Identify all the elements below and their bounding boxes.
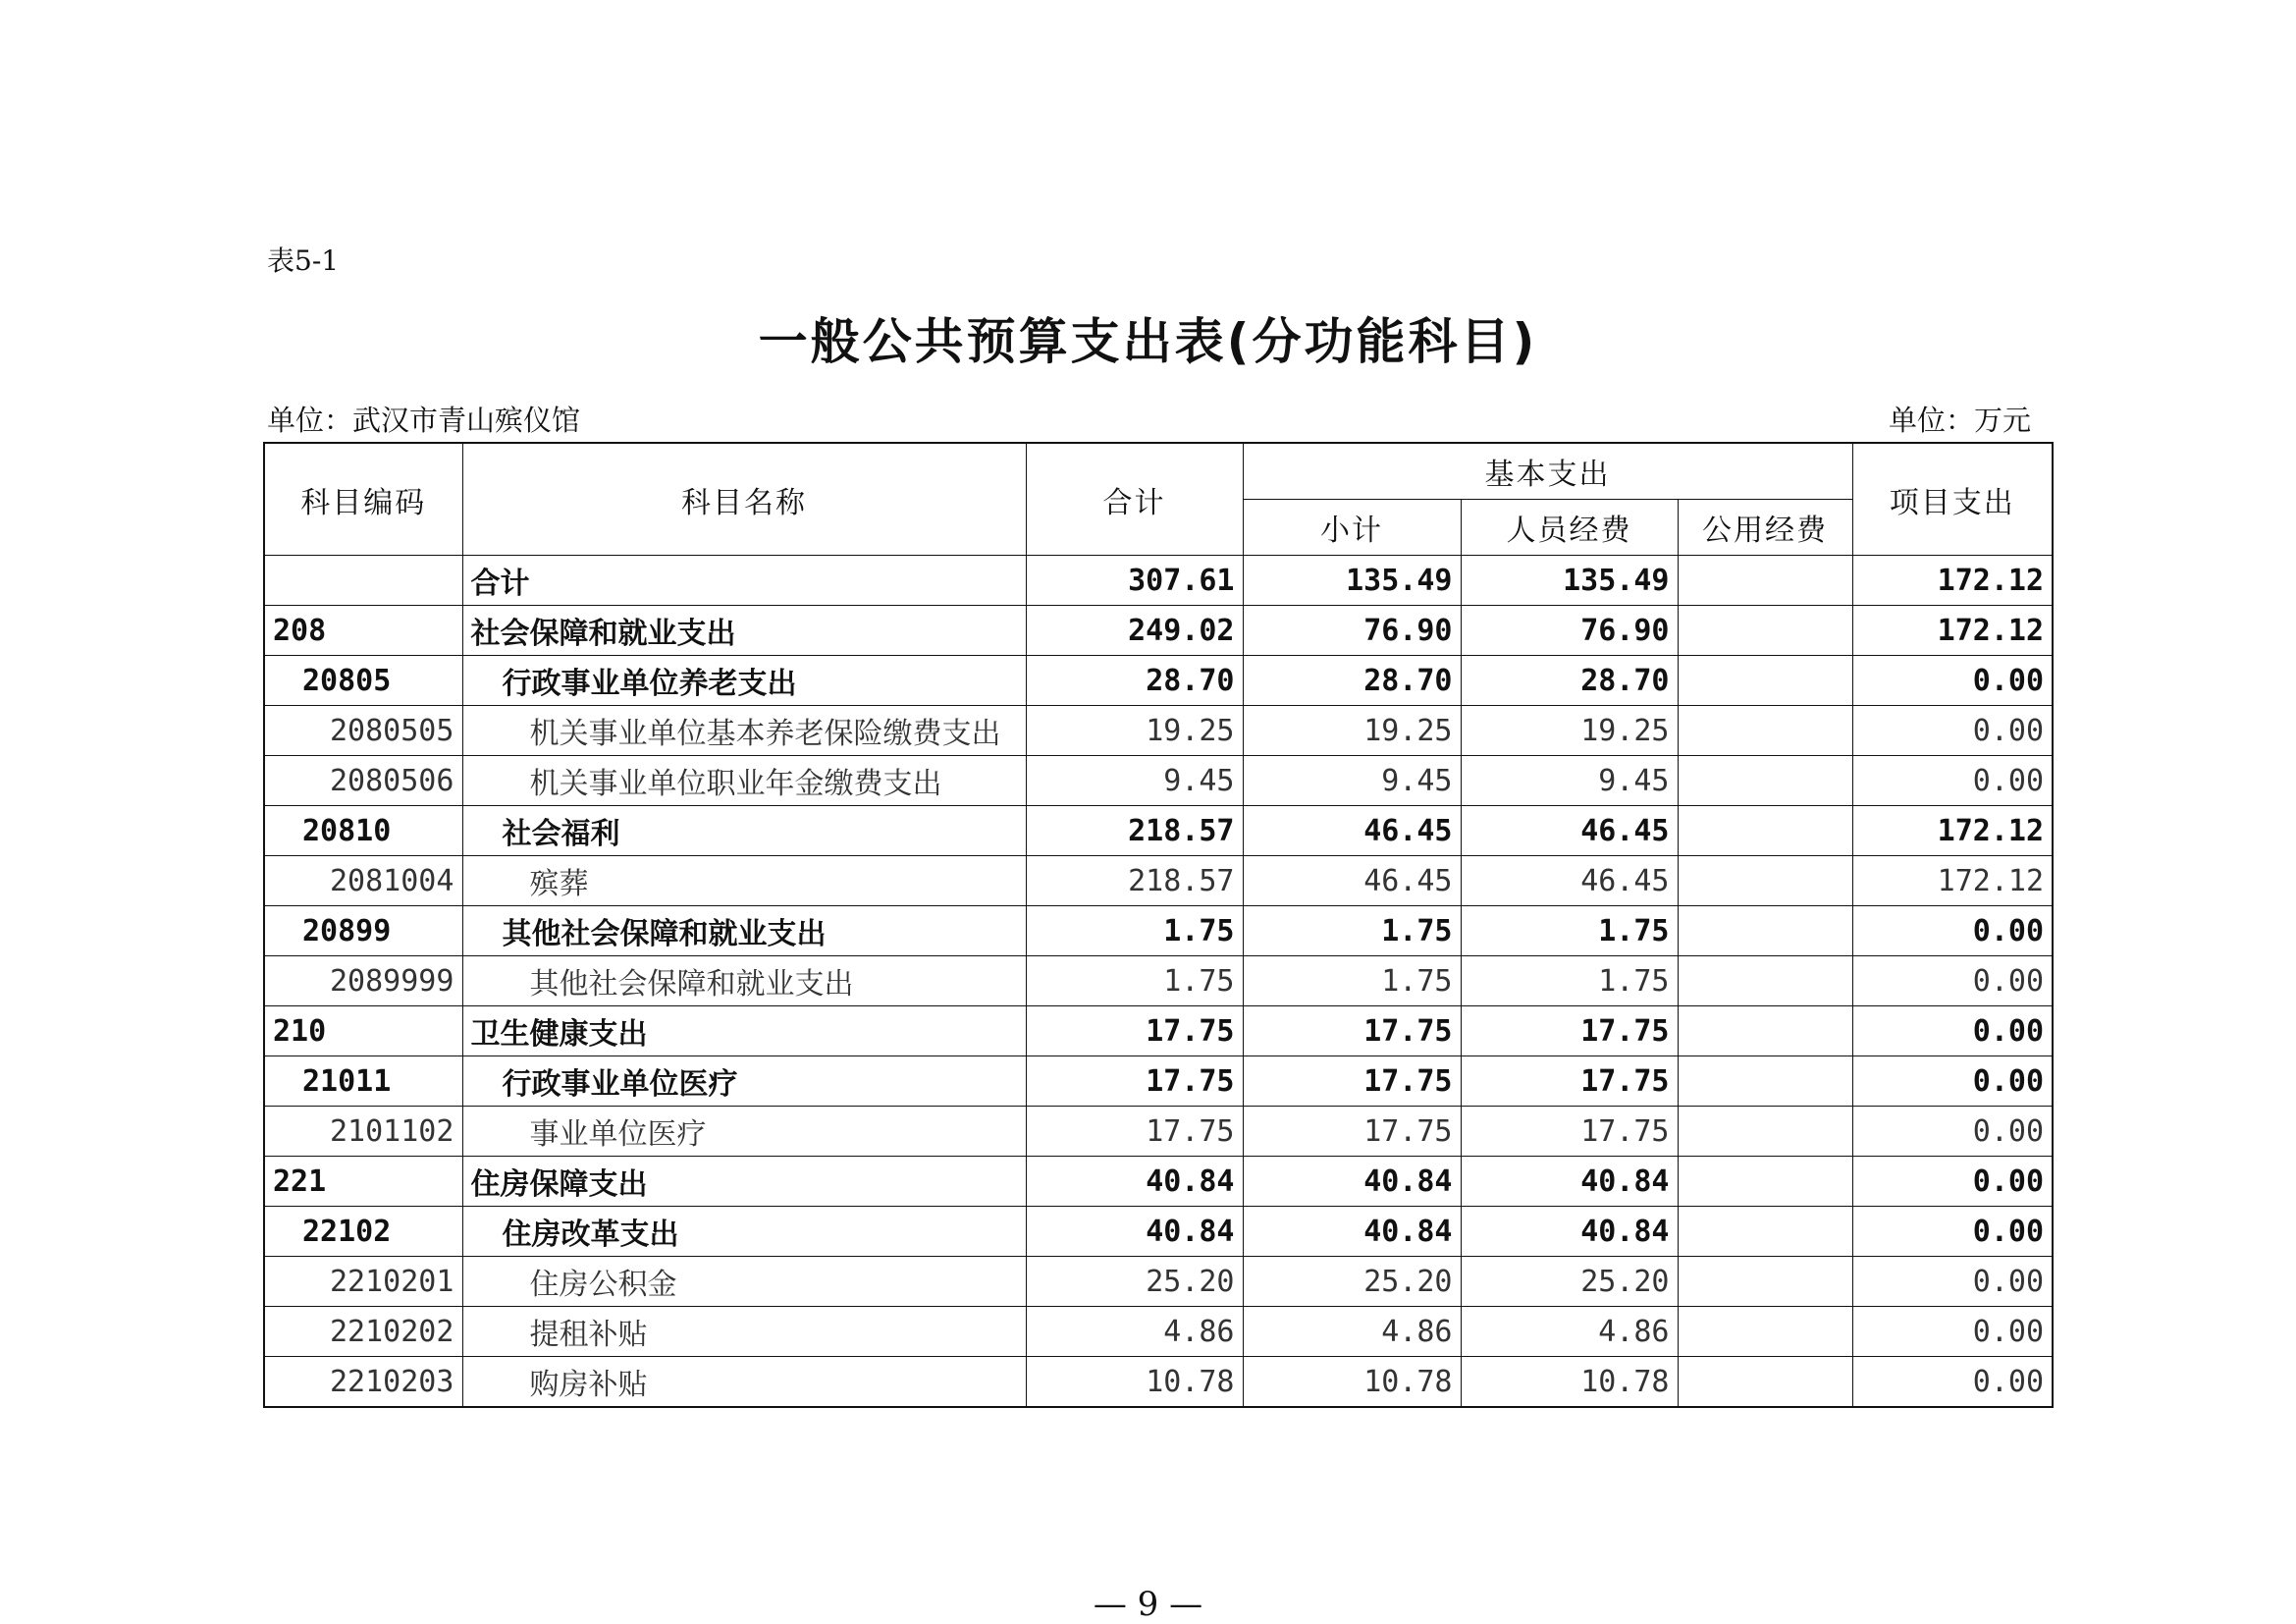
table-row — [264, 1257, 2053, 1307]
cell-project: 0.00 — [1852, 906, 2053, 956]
table-row — [264, 1056, 2053, 1107]
cell-code: 2210202 — [264, 1307, 462, 1357]
cell-total: 1.75 — [1026, 906, 1243, 956]
table-row — [264, 956, 2053, 1006]
cell-public — [1678, 1157, 1852, 1207]
cell-public — [1678, 906, 1852, 956]
table-header — [264, 443, 2053, 556]
cell-subtotal: 76.90 — [1243, 606, 1461, 656]
cell-subtotal: 1.75 — [1243, 906, 1461, 956]
cell-personnel: 19.25 — [1461, 706, 1678, 756]
cell-subtotal: 17.75 — [1243, 1107, 1461, 1157]
cell-personnel: 1.75 — [1461, 906, 1678, 956]
cell-total: 40.84 — [1026, 1157, 1243, 1207]
table-row — [264, 1207, 2053, 1257]
table-body — [264, 556, 2053, 1408]
cell-total: 1.75 — [1026, 956, 1243, 1006]
table-row — [264, 1357, 2053, 1408]
cell-subtotal: 46.45 — [1243, 856, 1461, 906]
cell-personnel: 9.45 — [1461, 756, 1678, 806]
table-number: 表5-1 — [267, 244, 340, 277]
cell-name: 其他社会保障和就业支出 — [462, 956, 1026, 1006]
header-basic: 基本支出 — [1243, 443, 1852, 500]
cell-subtotal: 40.84 — [1243, 1207, 1461, 1257]
cell-total: 19.25 — [1026, 706, 1243, 756]
cell-personnel: 46.45 — [1461, 806, 1678, 856]
header-total: 合计 — [1026, 443, 1243, 556]
cell-code — [264, 556, 462, 606]
cell-personnel: 17.75 — [1461, 1056, 1678, 1107]
table-row — [264, 806, 2053, 856]
cell-project: 172.12 — [1852, 556, 2053, 606]
cell-public — [1678, 1107, 1852, 1157]
cell-public — [1678, 556, 1852, 606]
header-code: 科目编码 — [264, 443, 462, 556]
cell-public — [1678, 806, 1852, 856]
cell-subtotal: 46.45 — [1243, 806, 1461, 856]
unit-organization: 单位：武汉市青山殡仪馆 — [267, 404, 581, 437]
cell-code: 21011 — [264, 1056, 462, 1107]
cell-name: 事业单位医疗 — [462, 1107, 1026, 1157]
cell-code: 210 — [264, 1006, 462, 1056]
cell-name: 合计 — [462, 556, 1026, 606]
cell-name: 提租补贴 — [462, 1307, 1026, 1357]
cell-project: 0.00 — [1852, 1107, 2053, 1157]
cell-public — [1678, 656, 1852, 706]
header-name: 科目名称 — [462, 443, 1026, 556]
cell-total: 17.75 — [1026, 1056, 1243, 1107]
table-row — [264, 1307, 2053, 1357]
cell-public — [1678, 756, 1852, 806]
cell-subtotal: 17.75 — [1243, 1006, 1461, 1056]
cell-name: 卫生健康支出 — [462, 1006, 1026, 1056]
cell-name: 机关事业单位基本养老保险缴费支出 — [462, 706, 1026, 756]
cell-code: 221 — [264, 1157, 462, 1207]
cell-name: 机关事业单位职业年金缴费支出 — [462, 756, 1026, 806]
cell-personnel: 4.86 — [1461, 1307, 1678, 1357]
cell-code: 20899 — [264, 906, 462, 956]
cell-name: 行政事业单位医疗 — [462, 1056, 1026, 1107]
cell-personnel: 40.84 — [1461, 1157, 1678, 1207]
cell-public — [1678, 1207, 1852, 1257]
unit-currency: 单位：万元 — [1888, 404, 2031, 437]
cell-public — [1678, 1006, 1852, 1056]
header-public: 公用经费 — [1678, 500, 1852, 556]
cell-project: 0.00 — [1852, 706, 2053, 756]
cell-total: 10.78 — [1026, 1357, 1243, 1408]
cell-total: 218.57 — [1026, 856, 1243, 906]
page-title: 一般公共预算支出表(分功能科目) — [758, 313, 1538, 370]
cell-subtotal: 1.75 — [1243, 956, 1461, 1006]
cell-project: 0.00 — [1852, 1006, 2053, 1056]
budget-table — [263, 442, 2054, 1408]
cell-project: 0.00 — [1852, 1056, 2053, 1107]
cell-name: 其他社会保障和就业支出 — [462, 906, 1026, 956]
cell-public — [1678, 956, 1852, 1006]
cell-project: 172.12 — [1852, 806, 2053, 856]
table-row — [264, 656, 2053, 706]
cell-subtotal: 4.86 — [1243, 1307, 1461, 1357]
cell-personnel: 76.90 — [1461, 606, 1678, 656]
cell-personnel: 1.75 — [1461, 956, 1678, 1006]
cell-project: 0.00 — [1852, 1357, 2053, 1408]
cell-project: 0.00 — [1852, 656, 2053, 706]
cell-total: 28.70 — [1026, 656, 1243, 706]
cell-project: 0.00 — [1852, 1207, 2053, 1257]
cell-name: 社会福利 — [462, 806, 1026, 856]
cell-total: 25.20 — [1026, 1257, 1243, 1307]
cell-code: 2081004 — [264, 856, 462, 906]
cell-personnel: 28.70 — [1461, 656, 1678, 706]
cell-code: 208 — [264, 606, 462, 656]
cell-personnel: 46.45 — [1461, 856, 1678, 906]
cell-public — [1678, 1357, 1852, 1408]
cell-name: 行政事业单位养老支出 — [462, 656, 1026, 706]
cell-subtotal: 28.70 — [1243, 656, 1461, 706]
cell-project: 0.00 — [1852, 1157, 2053, 1207]
cell-name: 购房补贴 — [462, 1357, 1026, 1408]
cell-subtotal: 135.49 — [1243, 556, 1461, 606]
cell-personnel: 25.20 — [1461, 1257, 1678, 1307]
cell-public — [1678, 1056, 1852, 1107]
cell-personnel: 17.75 — [1461, 1107, 1678, 1157]
cell-personnel: 135.49 — [1461, 556, 1678, 606]
cell-public — [1678, 1257, 1852, 1307]
cell-project: 0.00 — [1852, 756, 2053, 806]
cell-total: 17.75 — [1026, 1107, 1243, 1157]
table-row — [264, 906, 2053, 956]
cell-project: 172.12 — [1852, 856, 2053, 906]
cell-total: 17.75 — [1026, 1006, 1243, 1056]
header-project: 项目支出 — [1852, 443, 2053, 556]
table-row — [264, 756, 2053, 806]
cell-total: 307.61 — [1026, 556, 1243, 606]
cell-code: 22102 — [264, 1207, 462, 1257]
cell-public — [1678, 1307, 1852, 1357]
cell-personnel: 40.84 — [1461, 1207, 1678, 1257]
cell-project: 172.12 — [1852, 606, 2053, 656]
cell-total: 249.02 — [1026, 606, 1243, 656]
cell-total: 9.45 — [1026, 756, 1243, 806]
cell-code: 20805 — [264, 656, 462, 706]
cell-public — [1678, 856, 1852, 906]
cell-project: 0.00 — [1852, 1257, 2053, 1307]
cell-code: 2210201 — [264, 1257, 462, 1307]
cell-code: 20810 — [264, 806, 462, 856]
table-row — [264, 1157, 2053, 1207]
cell-subtotal: 17.75 — [1243, 1056, 1461, 1107]
cell-name: 殡葬 — [462, 856, 1026, 906]
cell-total: 4.86 — [1026, 1307, 1243, 1357]
cell-name: 住房保障支出 — [462, 1157, 1026, 1207]
cell-total: 218.57 — [1026, 806, 1243, 856]
table-row — [264, 606, 2053, 656]
cell-name: 住房改革支出 — [462, 1207, 1026, 1257]
cell-project: 0.00 — [1852, 1307, 2053, 1357]
cell-personnel: 10.78 — [1461, 1357, 1678, 1408]
cell-subtotal: 10.78 — [1243, 1357, 1461, 1408]
cell-subtotal: 19.25 — [1243, 706, 1461, 756]
cell-code: 2080506 — [264, 756, 462, 806]
table-row — [264, 1006, 2053, 1056]
table-row — [264, 556, 2053, 606]
cell-public — [1678, 606, 1852, 656]
page-number: — 9 — — [1093, 1585, 1203, 1624]
table-row — [264, 856, 2053, 906]
cell-project: 0.00 — [1852, 956, 2053, 1006]
cell-public — [1678, 706, 1852, 756]
cell-name: 住房公积金 — [462, 1257, 1026, 1307]
table-row — [264, 706, 2053, 756]
cell-code: 2089999 — [264, 956, 462, 1006]
cell-total: 40.84 — [1026, 1207, 1243, 1257]
cell-code: 2210203 — [264, 1357, 462, 1408]
cell-subtotal: 40.84 — [1243, 1157, 1461, 1207]
cell-personnel: 17.75 — [1461, 1006, 1678, 1056]
cell-subtotal: 9.45 — [1243, 756, 1461, 806]
header-subtotal: 小计 — [1243, 500, 1461, 556]
cell-code: 2101102 — [264, 1107, 462, 1157]
cell-subtotal: 25.20 — [1243, 1257, 1461, 1307]
cell-name: 社会保障和就业支出 — [462, 606, 1026, 656]
header-personnel: 人员经费 — [1461, 500, 1678, 556]
table-row — [264, 1107, 2053, 1157]
cell-code: 2080505 — [264, 706, 462, 756]
